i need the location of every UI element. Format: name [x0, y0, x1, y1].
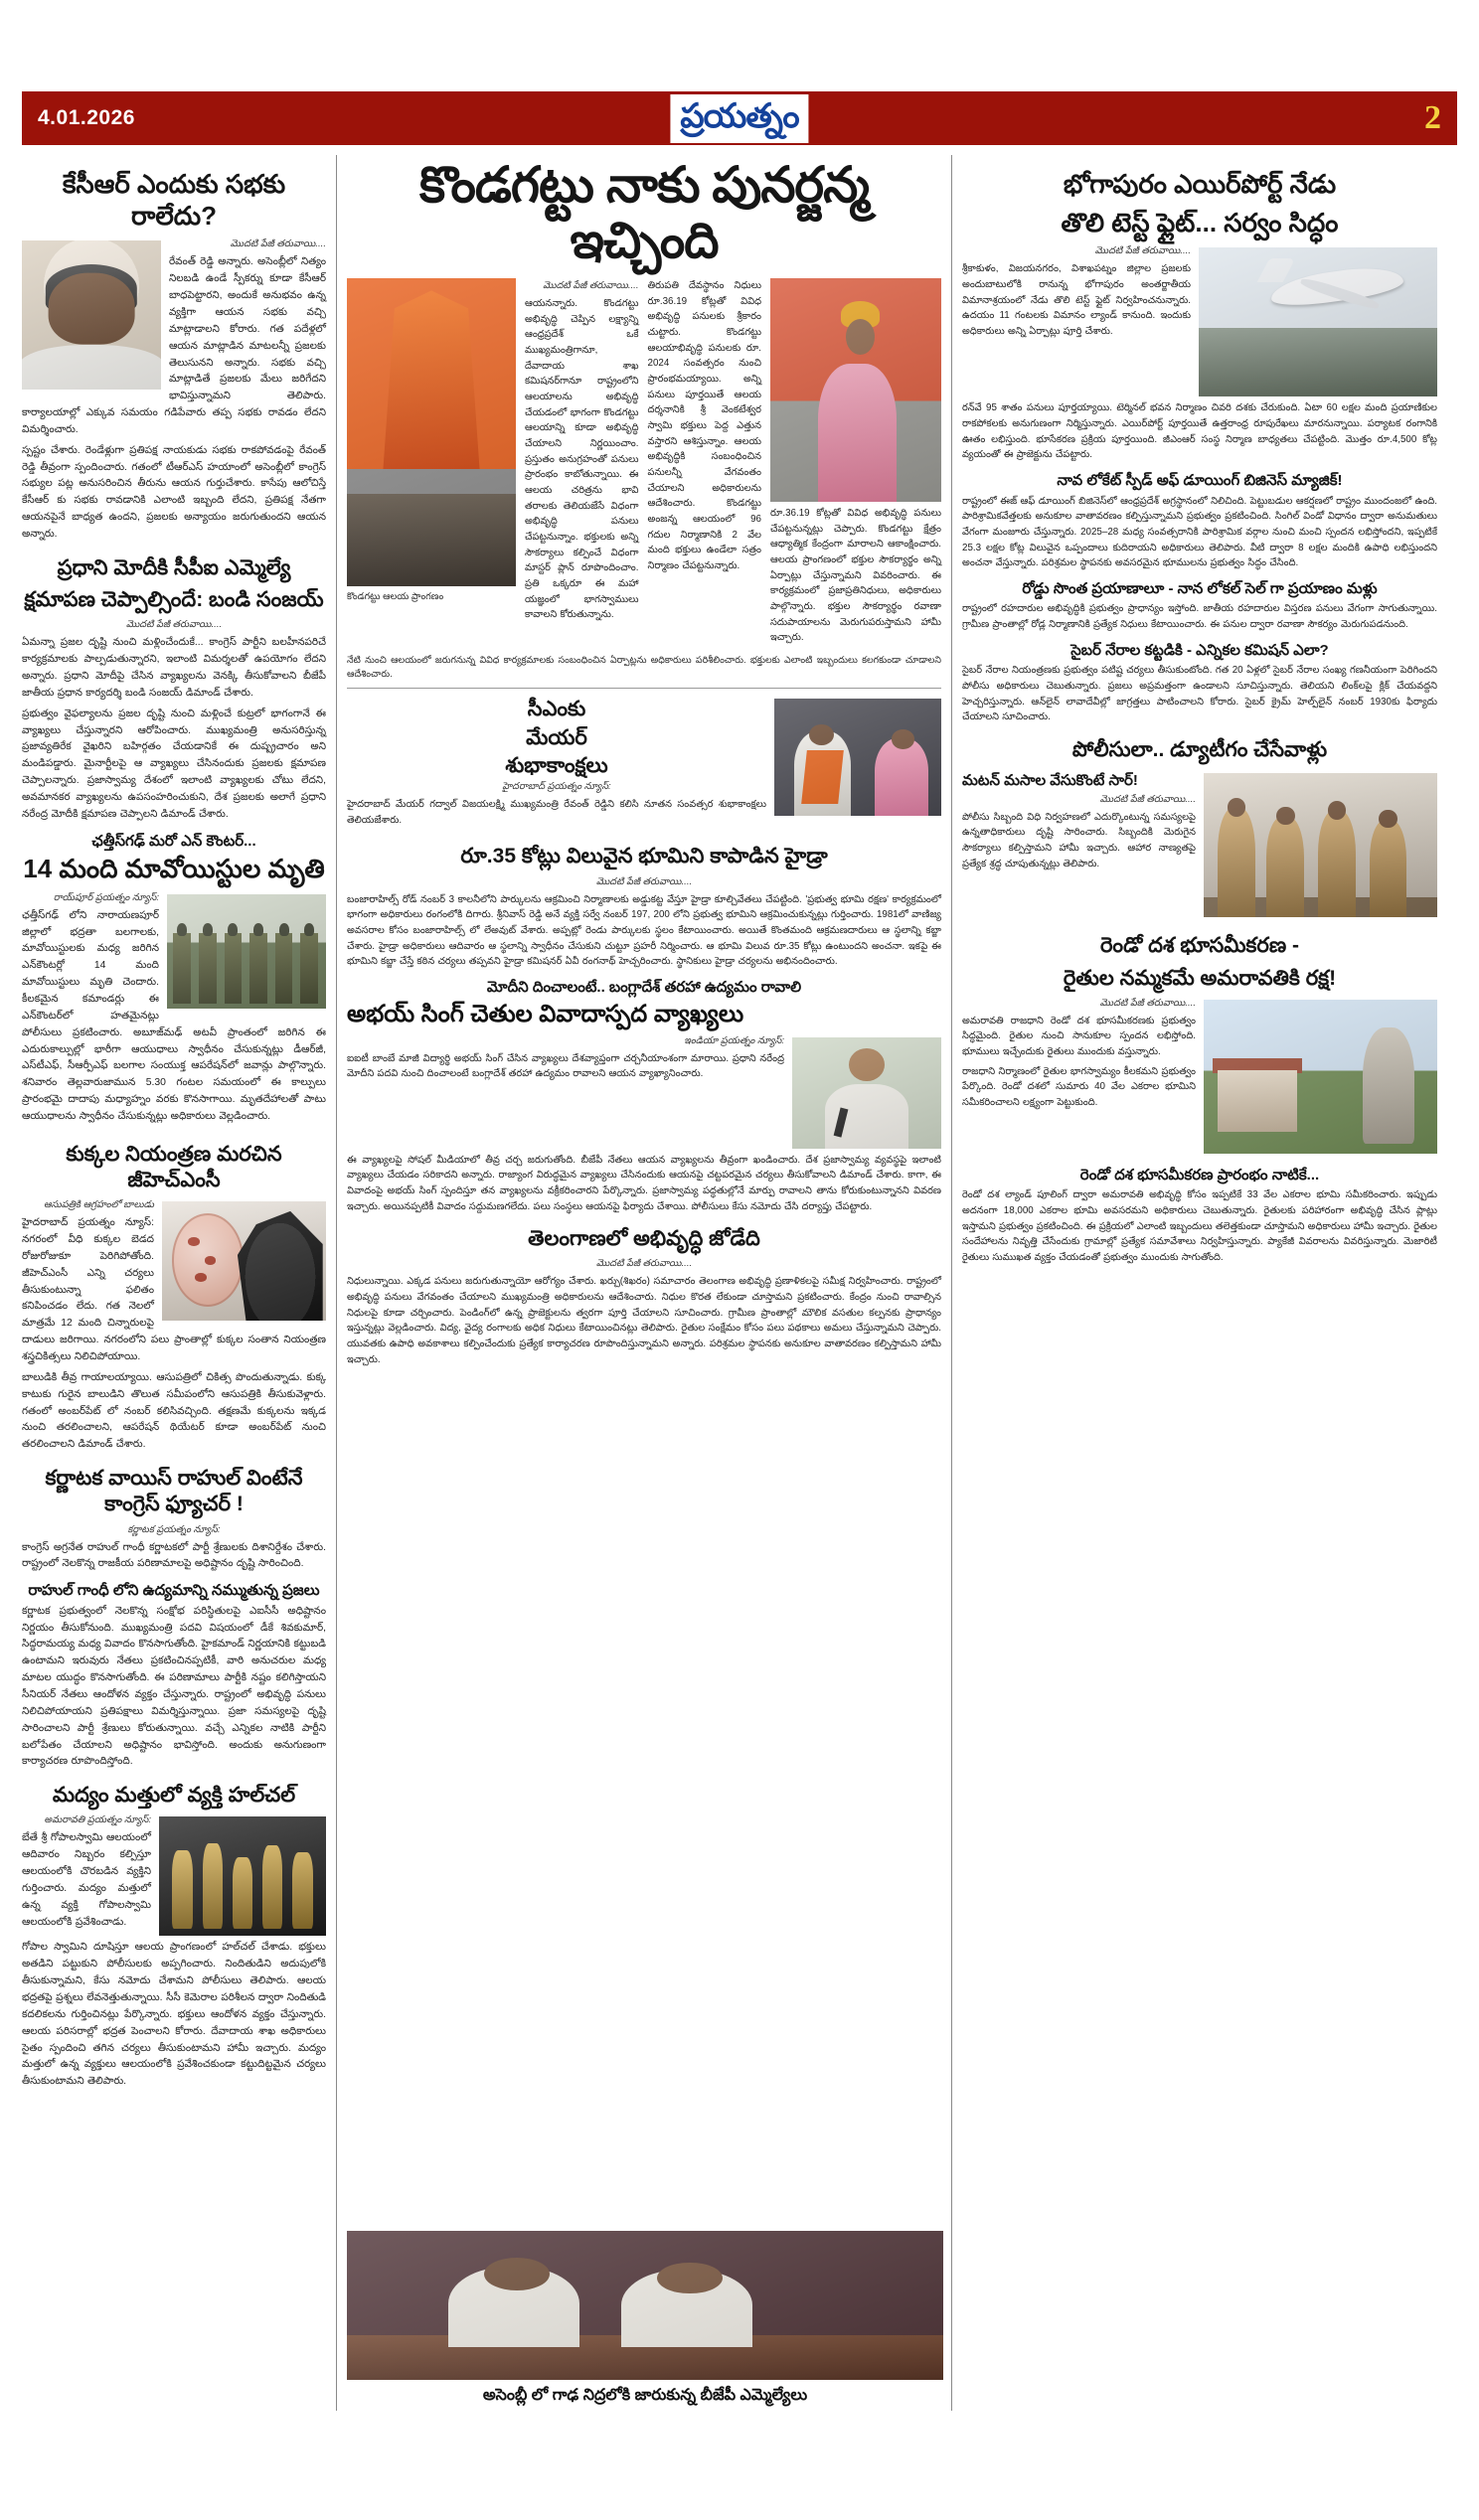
photo-dog-bite — [162, 1201, 326, 1321]
body-hydra: బంజారాహిల్స్ రోడ్ నంబర్ 3 కాలనీలోని పార్కులను ఆక్రమించి నిర్మాణాలకు అడ్డుకట్ట వేస్తూ హైడ్రా కూల్చివేతలు చేపట్టింది. 'ప్రభుత్వ భూమి రక్షణ' కార్యక్రమంలో భాగంగా అధికారులు రంగంలోకి దిగారు. శ్రీనివాస్ రెడ్డి అనే వ్యక్తి సర్వే నంబర్ 197, 200 లోని ప్రభుత్వ భూమిని ఆక్రమించుకున్నట్లు గుర్తించారు. 1981లో వాణిజ్య అవసరాల కోసం బంజారాహిల్స్ లో లేఅవుట్ వేశారు. అప్పట్లో రెండు పార్కులకు స్థలం కేటాయించారు. అయితే కొంతమంది ఆక్రమణదారులు ఆ స్థలాన్ని కబ్జా చేశారు. హైడ్రా అధికారులు ఆదివారం ఆ స్థలాన్ని స్వాధీనం చేసుకుని చుట్టూ ప్రహరీ నిర్మించారు. ఆ భూమి విలువ రూ.35 కోట్లు ఉంటుందని అంచనా. ఇకపై ఈ భూమిని కబ్జా చేస్తే కఠిన చర్యలు తప్పవని హైడ్రా కమిషనర్ ఏవీ రంగనాథ్ హెచ్చరించారు. స్థానికులు హైడ్రా చర్యలను అభినందించారు. — [347, 893, 941, 968]
left-column — [22, 155, 336, 2411]
newspaper-logo: ప్రయత్నం — [670, 94, 808, 143]
photo-revanth-reddy — [22, 240, 161, 390]
body-police: పోలీసు సిబ్బంది విధి నిర్వహణలో ఎదుర్కొంటున్న సమస్యలపై ఉన్నతాధికారులు దృష్టి సారించారు. సిబ్బందికి మెరుగైన సౌకర్యాలు కల్పిస్తామని హామీ ఇచ్చారు. ఆహార నాణ్యతపై ప్రత్యేక శ్రద్ధ చూపుతున్నట్లు తెలిపారు. — [962, 811, 1196, 869]
byline-police: మొదటి పేజీ తరువాయి.... — [1099, 793, 1196, 805]
body-amaravati-phase2: రెండో దశ ల్యాండ్ పూలింగ్ ద్వారా అమరావతి అభివృద్ధి కోసం ఇప్పటికే 33 వేల ఎకరాల భూమి సమీకరించారు. ఇప్పుడు అదనంగా 18,000 ఎకరాల భూమి అవసరమని అధికారులు చెబుతున్నారు. రైతులకు పరిహారంగా అభివృద్ధి చేసిన ప్లాట్లు ఇస్తామని ప్రభుత్వం ప్రకటించింది. ఈ ప్రక్రియలో ఎలాంటి ఇబ్బందులు తలెత్తకుండా చూస్తామని అధికారులు హామీ ఇచ్చారు. రైతుల సందేహాలను నివృత్తి చేసేందుకు గ్రామాల్లో ప్రత్యేక సమావేశాలు నిర్వహిస్తున్నారు. ప్యాకేజీ వివరాలను వివరిస్తున్నారు. మెజారిటీ రైతులు సుముఖత వ్యక్తం చేయడంతో ప్రభుత్వం ముందుకు సాగుతోంది. — [962, 1189, 1437, 1263]
body-amaravati-2: రాజధాని నిర్మాణంలో రైతుల భాగస్వామ్యం కీలకమని ప్రభుత్వం పేర్కొంది. రెండో దశలో సుమారు 40 వేల ఎకరాల భూమిని సమీకరించాలని లక్ష్యంగా పెట్టుకుంది. — [962, 1065, 1196, 1109]
body-maoists: ఛత్తీస్‌గఢ్ లోని నారాయణపూర్ జిల్లాలో భద్రతా బలగాలకు, మావోయిస్టులకు మధ్య జరిగిన ఎన్‌కౌంటర్లో 14 మంది మావోయిస్టులు మృతి చెందారు. కీలకమైన కమాండర్లు ఈ ఎన్‌కౌంటర్‌లో హతమైనట్లు పోలీసులు ప్రకటించారు. అబూజ్‌మఢ్ అటవీ ప్రాంతంలో జరిగిన ఈ ఎదురుకాల్పుల్లో భారీగా ఆయుధాలు స్వాధీనం చేసుకున్నట్లు డీఆర్‌జీ, ఎస్‌టీఎఫ్, సీఆర్పీఎఫ్ బలగాల సంయుక్త ఆపరేషన్‌లో జవాన్లు పాల్గొన్నారు. శనివారం తెల్లవారుజామున 5.30 గంటల సమయంలో ఈ కాల్పులు ప్రారంభమై దాదాపు మధ్యాహ్నం వరకు కొనసాగాయి. మృతదేహాలతో పాటు ఆయుధాలను స్వాధీనం చేసుకున్నట్లు అధికారులు వెల్లడించారు. — [22, 909, 326, 1122]
body-kondagattu-1: ఆయనన్నారు. కొండగట్టు అభివృద్ధి చెప్పిన లక్ష్యాన్ని ఆంధ్రప్రదేశ్ ఒకే ముఖ్యమంత్రిగానూ, దేవాదాయ శాఖ కమిషనర్‌గానూ రాష్ట్రంలోని ఆలయాలను అభివృద్ధి చేయడంలో భాగంగా కొండగట్టు ఆలయాన్ని కూడా అభివృద్ధి చేయాలని నిర్ణయించాం. ప్రస్తుతం అనుగ్రహంతో పనులు ప్రారంభం కాబోతున్నాయి. ఈ ఆలయ చరిత్రను భావి తరాలకు తెలియజేసే విధంగా అభివృద్ధి పనులు చేపట్టనున్నాం. భక్తులకు అన్ని సౌకర్యాలు కల్పించే విధంగా మాస్టర్ ప్లాన్ రూపొందించాం. ప్రతి ఒక్కరూ ఈ మహా యజ్ఞంలో భాగస్వాములు కావాలని కోరుతున్నాను. — [525, 298, 639, 621]
body-cyber: సైబర్ నేరాల నియంత్రణకు ప్రభుత్వం పటిష్ట చర్యలు తీసుకుంటోంది. గత 20 ఏళ్లలో సైబర్ నేరాల సంఖ్య గణనీయంగా పెరిగిందని పోలీసు అధికారులు చెబుతున్నారు. ప్రజలు అప్రమత్తంగా ఉండాలని సూచిస్తున్నారు. తెలియని లింక్‌లపై క్లిక్ చేయవద్దని హెచ్చరిస్తున్నారు. ఆన్‌లైన్ లావాదేవీల్లో జాగ్రత్తలు పాటించాలని కోరారు. సైబర్ క్రైమ్ హెల్ప్‌లైన్ నంబర్ 1930కు ఫిర్యాదు చేయాలని సూచించారు. — [962, 665, 1437, 723]
article-bandi-sanjay — [22, 555, 326, 824]
body-karnataka-1: కాంగ్రెస్ అగ్రనేత రాహుల్ గాంధీ కర్ణాటకలో పార్టీ శ్రేణులకు దిశానిర్దేశం చేశారు. రాష్ట్రంలో నెలకొన్న రాజకీయ పరిణామాలపై అధిష్టానం దృష్టి సారించింది. — [22, 1541, 326, 1570]
subhead-amaravati-phase2: రెండో దశ భూసమీకరణ ప్రారంభం నాటికే... — [1079, 1166, 1320, 1183]
assembly-photo-block — [347, 2231, 943, 2411]
body-ghmc-2: బాలుడికి తీవ్ర గాయాలయ్యాయి. ఆసుపత్రిలో చికిత్స పొందుతున్నాడు. కుక్క కాటుకు గురైన బాలుడిని తొలుత సమీపంలోని ఆసుపత్రికి తీసుకువెళ్లారు. గతంలో అంబర్‌పేట్ లో నంబర్ కలిసివచ్చింది. తక్షణమే కుక్కలను ఇక్కడ నుంచి తరలించాలని, ఆపరేషన్ థియేటర్ కూడా అంబర్‌పేట్ నుంచి తరలించాలని డిమాండ్ చేశారు. — [22, 1371, 326, 1451]
photo-liquor-bottles — [159, 1816, 326, 1936]
byline-hydra: మొదటి పేజీ తరువాయి.... — [595, 875, 693, 887]
byline-ghmc: ఆసుపత్రికి ఆగ్రహంలో బాలుడు — [44, 1199, 154, 1211]
photo-cm-mayor — [774, 699, 941, 816]
body-cm-mayor: హైదరాబాద్ మేయర్ గద్వాల్ విజయలక్ష్మి ముఖ్యమంత్రి రేవంత్ రెడ్డిని కలిసి నూతన సంవత్సర శుభాకాంక్షలు తెలియజేశారు. — [347, 799, 766, 826]
byline-karnataka: కర్ణాటక ప్రయత్నం న్యూస్: — [127, 1523, 221, 1535]
body-roads: రాష్ట్రంలో రహదారుల అభివృద్ధికి ప్రభుత్వం ప్రాధాన్యం ఇస్తోంది. జాతీయ రహదారుల విస్తరణ పనులు వేగంగా సాగుతున్నాయి. గ్రామీణ ప్రాంతాల్లో రోడ్ల నిర్మాణానికి ప్రత్యేక నిధులు కేటాయించారు. ఈ పనుల ద్వారా రవాణా సౌకర్యం మెరుగుపడనుంది. — [962, 603, 1437, 631]
headline-modi-cpi-line2: క్షమాపణ చెప్పాల్సిందే: బండి సంజయ్ — [24, 588, 324, 612]
headline-karnataka: కర్ణాటక వాయిస్ రాహుల్ వింటేనే కాంగ్రెస్ ఫ్యూచర్ ! — [45, 1467, 303, 1516]
photo-airport-plane — [1199, 247, 1437, 396]
article-liquor-temple — [22, 1783, 326, 2091]
headline-cm-mayor-3: శుభాకాంక్షలు — [505, 753, 608, 777]
kondagattu-layout — [347, 278, 941, 650]
headline-kondagattu: కొండగట్టు నాకు పునర్జన్మ ఇచ్చింది — [419, 157, 869, 268]
article-ghmc-dogs — [22, 1142, 326, 1454]
byline-kondagattu: మొదటి పేజీ తరువాయి.... — [543, 280, 639, 291]
body-karnataka-2: కర్ణాటక ప్రభుత్వంలో నెలకొన్న సంక్షోభ పరిస్థితులపై ఎఐసీసీ అధిష్టానం నిర్ణయం తీసుకోనుంది. ముఖ్యమంత్రి పదవి విషయంలో డీకే శివకుమార్, సిద్ధరామయ్య మధ్య వివాదం కొనసాగుతోంది. హైకమాండ్ నిర్ణయానికి కట్టుబడి ఉంటామని ఇరువురు నేతలు ప్రకటించినప్పటికీ, వారి అనుచరుల మధ్య మాటల యుద్ధం కొనసాగుతోంది. ఈ పరిణామాలు పార్టీకి నష్టం కలిగిస్తాయని సీనియర్ నేతలు ఆందోళన వ్యక్తం చేస్తున్నారు. రాష్ట్రంలో అభివృద్ధి పనులు నిలిచిపోయాయని ప్రతిపక్షాలు విమర్శిస్తున్నాయి. ప్రజా సమస్యలపై దృష్టి సారించాలని పార్టీ శ్రేణులు కోరుతున్నాయి. వచ్చే ఎన్నికల నాటికి పార్టీని బలోపేతం చేయాలని అధిష్టానం భావిస్తోంది. అందుకు అనుగుణంగా కార్యాచరణ రూపొందిస్తోంది. — [22, 1605, 326, 1768]
article-maoist-encounter — [22, 832, 326, 1130]
newspaper-page — [0, 91, 1479, 2520]
headline-ghmc-dogs: కుక్కల నియంత్రణ మరచిన జీహెచ్ఎంసీ — [66, 1142, 282, 1191]
byline-airport: మొదటి పేజీ తరువాయి.... — [1094, 245, 1191, 257]
body-abhay-1: ఐఐటీ బాంబే మాజీ విద్యార్థి అభయ్ సింగ్ చేసిన వ్యాఖ్యలు దేశవ్యాప్తంగా చర్చనీయాంశంగా మారాయి. ప్రధాని నరేంద్ర మోదీని పదవి నుంచి దించాలంటే బంగ్లాదేశ్ తరహా ఉద్యమం రావాలని ఆయన వ్యాఖ్యానించారు. — [347, 1052, 784, 1080]
byline-abhay: ఇండియా ప్రయత్నం న్యూస్: — [684, 1034, 784, 1046]
body-bandi-2: ప్రభుత్వం వైఫల్యాలను ప్రజల దృష్టి నుంచి మళ్లించే కుట్రలో భాగంగానే ఈ వ్యాఖ్యలు చేస్తున్నారని ఆరోపించారు. ముఖ్యమంత్రి అనుసరిస్తున్న ప్రజావ్యతిరేక వైఖరిని బహిర్గతం చేయడానికే ఈ దుష్ప్రచారం అని మండిపడ్డారు. మైనార్టీలపై ఆ వ్యాఖ్యలు చేసినందుకు ప్రజలకు క్షమాపణ చెప్పాలన్నారు. ప్రజాస్వామ్య దేశంలో ఇలాంటి వ్యాఖ్యలకు చోటు లేదని, అవమానకర వ్యాఖ్యలను ఉపసంహరించుకుని, దేశ ప్రజలకు అలాగే ప్రధాని నరేంద్ర మోదీకి క్షమాపణ చెప్పాలని డిమాండ్ చేశారు. — [22, 708, 326, 820]
headline-airport-1: భోగాపురం ఎయిర్‌పోర్ట్ నేడు — [1063, 169, 1337, 199]
page-grid — [22, 155, 1457, 2411]
subhead-police-mutton: మటన్ మసాల వేసుకొంటే సార్! — [962, 772, 1138, 790]
body-kcr-1: రేవంత్ రెడ్డి అన్నారు. అసెంబ్లీలో నిత్యం నిలబడి ఉండే స్పీకర్ను కూడా కేసీఆర్ బాధపెట్టారని, అందుకే అనుభవం ఉన్న వ్యక్తిగా ఆయన సభకు వచ్చి మాట్లాడాలని కోరారు. గత పదేళ్లలో ఆయన మాట్లాడిన మాటలన్నీ ప్రజలకు తెలుసునని అన్నారు. సభకు వచ్చి మాట్లాడితే ప్రజలకు మేలు జరిగేదని భావిస్తున్నామని తెలిపారు. కార్యాలయాల్లో ఎక్కువ సమయం గడిపేవారు తప్ప సభకు రావడం లేదని విమర్శించారు. — [22, 256, 326, 435]
article-amaravati-land — [962, 933, 1437, 1265]
caption-assembly: అసెంబ్లీ లో గాఢ నిద్రలోకి జారుకున్న బీజేపీ ఎమ్మెల్యేలు — [482, 2387, 808, 2405]
headline-kcr: కేసీఆర్ ఎందుకు సభకు రాలేదు? — [62, 169, 286, 231]
body-bandi-1: ఏమన్నా ప్రజల దృష్టి నుంచి మళ్లించేందుకే... కాంగ్రెస్ పార్టీని బలహీనపరిచే కార్యక్రమాలకు పాల్పడుతున్నారని, ఇలాంటి విమర్శలతో ఉపయోగం లేదని అన్నారు. ప్రధాని మోదీపై చేసిన వ్యాఖ్యలను వెనక్కి తీసుకోవాలని బీజేపీ జాతీయ ప్రధాన కార్యదర్శి బండి సంజయ్ డిమాండ్ చేశారు. — [22, 637, 326, 699]
article-telangana-development — [347, 1226, 941, 1367]
body-airport-2: రన్‌వే 95 శాతం పనులు పూర్తయ్యాయి. టెర్మినల్ భవన నిర్మాణం చివరి దశకు చేరుకుంది. ఏటా 60 లక్షల మంది ప్రయాణికుల రాకపోకలకు అనుగుణంగా నిర్మిస్తున్నారు. ఎయిర్‌పోర్ట్ పూర్తయితే ఉత్తరాంధ్ర రూపురేఖలు మారనున్నాయి. పర్యాటక రంగానికి ఊతం లభిస్తుంది. భూసేకరణ ప్రక్రియ పూర్తయింది. జీఎంఆర్ సంస్థ నిర్మాణ బాధ్యతలు చేపట్టింది. మొత్తం రూ.4,500 కోట్ల వ్యయంతో ఈ ప్రాజెక్టును చేపట్టారు. — [962, 402, 1437, 461]
photo-security-forces — [167, 894, 326, 1009]
article-kcr-assembly — [22, 169, 326, 544]
headline-airport-2: తొలి టెస్ట్ ఫ్లైట్... సర్వం సిద్ధం — [1061, 207, 1339, 237]
headline-telangana-dev: తెలంగాణలో అభివృద్ధి జోడేది — [528, 1227, 760, 1251]
body-liquor-1: బేతే శ్రీ గోపాలస్వామి ఆలయంలో ఆదివారం నిబ్బరం కల్పిస్తూ ఆలయంలోకి చొరబడిన వ్యక్తిని గుర్తించారు. మద్యం మత్తులో ఉన్న వ్యక్తి గోపాలస్వామి ఆలయంలోకి ప్రవేశించాడు. — [22, 1832, 151, 1928]
body-kondagattu-2: తిరుపతి దేవస్థానం నిధులు రూ.36.19 కోట్లతో వివిధ అభివృద్ధి పనులకు శ్రీకారం చుట్టారు. కొండగట్టు ఆలయాభివృద్ధి పనులకు రూ. 2024 సంవత్సరం నుంచి ప్రారంభమయ్యాయి. అన్ని పనులు పూర్తయితే ఆలయ దర్శనానికి శ్రీ వెంకటేశ్వర స్వామి భక్తులు పెద్ద ఎత్తున వస్తారని ఆశిస్తున్నాం. ఆలయ అభివృద్ధికి సంబంధించిన పనులన్నీ వేగవంతం చేయాలని అధికారులను ఆదేశించారు. కొండగట్టు అంజన్న ఆలయంలో 96 గదుల నిర్మాణానికి 2 వేల మంది భక్తులు ఉండేలా సత్రం నిర్మాణం చేపట్టనున్నారు. — [647, 280, 761, 572]
subhead-ease-business: నావ లోకేట్ స్పీడ్ అఫ్ డూయింగ్ బిజినెస్ మ్యాజిక్! — [1057, 472, 1343, 490]
photo-kondagattu-temple — [347, 278, 516, 586]
headline-cm-mayor-2: మేయర్ — [526, 725, 587, 749]
masthead-bar — [22, 91, 1457, 145]
headline-amaravati-2: రైతుల నమ్మకమే అమరావతికి రక్ష! — [1063, 966, 1337, 990]
photo-police-meal — [1204, 773, 1437, 917]
byline-amaravati: మొదటి పేజీ తరువాయి.... — [1099, 997, 1196, 1009]
caption-kondagattu-bottom: నేటి నుంచి ఆలయంలో జరుగనున్న వివిధ కార్యక్రమాలకు సంబంధించిన ఏర్పాట్లను అధికారులు పరిశీలించారు. భక్తులకు ఎలాంటి ఇబ్బందులు కలగకుండా చూడాలని ఆదేశించారు. — [347, 654, 941, 679]
headline-modi-cpi-line1: ప్రధాని మోదీకి సీపీఐ ఎమ్మెల్యే — [57, 555, 291, 579]
subhead-roads: రోడ్డు సొంత ప్రయాణాలూ - నాన లోకల్ సెల్ గా ప్రయాణం మళ్లు — [1022, 579, 1378, 597]
article-karnataka-rahul — [22, 1466, 326, 1771]
article-abhay-singh — [347, 978, 941, 1214]
kicker-chhattisgarh: ఛత్తీస్‌గఢ్ మరో ఎన్ కౌంటర్... — [91, 832, 256, 850]
body-liquor-2: గోపాల స్వామిని దూషిస్తూ ఆలయ ప్రాంగణంలో హల్‌చల్ చేశాడు. భక్తులు అతడిని పట్టుకుని పోలీసులకు అప్పగించారు. నిందితుడిని అదుపులోకి తీసుకున్నామని, కేసు నమోదు చేశామని పోలీసులు తెలిపారు. ఆలయ భద్రతపై ప్రశ్నలు లేవనెత్తుతున్నాయి. సీసీ కెమెరాల పరిశీలన ద్వారా నిందితుడి కదలికలను గుర్తించినట్లు పేర్కొన్నారు. భక్తులు ఆందోళన వ్యక్తం చేస్తున్నారు. ఆలయ పరిసరాల్లో భద్రత పెంచాలని కోరారు. దేవాదాయ శాఖ అధికారులు సైతం స్పందించి తగిన చర్యలు తీసుకుంటామని హామీ ఇచ్చారు. మద్యం మత్తులో ఉన్న వ్యక్తులు ఆలయంలోకి ప్రవేశించకుండా కట్టుదిట్టమైన చర్యలు తీసుకుంటామని తెలిపారు. — [22, 1942, 326, 2088]
photo-abhay-singh — [792, 1037, 941, 1149]
article-bhogapuram-airport — [962, 169, 1437, 725]
photo-assembly-mlas — [347, 2231, 943, 2380]
body-abhay-2: ఈ వ్యాఖ్యలపై సోషల్ మీడియాలో తీవ్ర చర్చ జరుగుతోంది. బీజేపీ నేతలు ఆయన వ్యాఖ్యలను తీవ్రంగా ఖండించారు. దేశ ప్రజాస్వామ్య వ్యవస్థపై ఇలాంటి వ్యాఖ్యలు చేయడం సరికాదని అన్నారు. రాజ్యాంగ విరుద్ధమైన వ్యాఖ్యలు చేసినందుకు ఆయనపై చట్టపరమైన చర్యలు తీసుకోవాలని డిమాండ్ చేశారు. కాగా, ఈ వివాదంపై అభయ్ సింగ్ స్పందిస్తూ తన వ్యాఖ్యలను వక్రీకరించారని పేర్కొన్నారు. ప్రజాస్వామ్య పద్ధతుల్లోనే మార్పు రావాలని తాను కోరుకుంటున్నానని వివరణ ఇచ్చారు. అయినప్పటికీ వివాదం సద్దుమణగలేదు. పలు సంస్థలు ఆయనపై ఫిర్యాదు చేశాయి. పోలీసులు కేసు నమోదు చేసి దర్యాప్తు చేపట్టారు. — [347, 1154, 941, 1212]
article-hydra-land — [347, 844, 941, 970]
headline-maoists: 14 మంది మావోయిస్టుల మృతి — [23, 854, 325, 884]
subhead-cyber: సైబర్ నేరాల కట్టడికి - ఎన్నికల కమిషన్ ఎలా? — [1070, 641, 1329, 659]
headline-police: పోలీసులా.. డ్యూటీగం చేసేవాళ్లు — [1071, 738, 1328, 762]
headline-cm-mayor-1: సీఎంకు — [527, 698, 586, 721]
subhead-karnataka: రాహుల్ గాంధీ లోని ఉద్యమాన్ని నమ్ముతున్న ప్రజలు — [28, 1582, 320, 1600]
body-telangana-dev: నిధులున్నాయి. ఎక్కడ పనులు జరుగుతున్నాయో ఆరోగ్యం చేశారు. ఖర్చు(శిఖరం) సమాచారం తెలంగాణ అభివృద్ధి ప్రణాళికలపై సమీక్ష నిర్వహించారు. రాష్ట్రంలో అభివృద్ధి పనులు వేగవంతం చేయాలని ముఖ్యమంత్రి అధికారులను ఆదేశించారు. నిధుల కొరత లేకుండా చూస్తామని ప్రకటించారు. కేంద్రం నుంచి రావాల్సిన నిధులపై కూడా చర్చించారు. పెండింగ్‌లో ఉన్న ప్రాజెక్టులను త్వరగా పూర్తి చేయాలని సూచించారు. గ్రామీణ ప్రాంతాల్లో మౌలిక వసతుల కల్పనకు ప్రాధాన్యం ఇస్తున్నట్లు వెల్లడించారు. విద్య, వైద్య రంగాలకు అధిక నిధులు కేటాయించినట్లు తెలిపారు. రైతుల సంక్షేమం కోసం పలు పథకాలు అమలు చేస్తున్నామని చెప్పారు. యువతకు ఉపాధి అవకాశాలు కల్పించేందుకు ప్రత్యేక కార్యాచరణ రూపొందిస్తున్నామని అన్నారు. పరిశ్రమల స్థాపనకు అనుకూల వాతావరణం కల్పిస్తామని హామీ ఇచ్చారు. — [347, 1276, 941, 1365]
center-lower — [347, 697, 941, 1371]
body-ghmc-1: హైదరాబాద్ ప్రయత్నం న్యూస్: నగరంలో వీధి కుక్కల బెడద రోజురోజుకూ పెరిగిపోతోంది. జీహెచ్ఎంసీ ఎన్ని చర్యలు తీసుకుంటున్నా ఫలితం కనిపించడం లేదు. గత నెలలో మాత్రమే 12 మంది చిన్నారులపై దాడులు జరిగాయి. నగరంలోని పలు ప్రాంతాల్లో కుక్కల సంతాన నియంత్రణ శస్త్రచికిత్సలు నిలిచిపోయాయి. — [22, 1217, 326, 1362]
article-police-duty — [962, 737, 1437, 921]
body-ease-business: రాష్ట్రంలో ఈజ్ ఆఫ్ డూయింగ్ బిజినెస్‌లో ఆంధ్రప్రదేశ్ అగ్రస్థానంలో నిలిచింది. పెట్టుబడుల ఆకర్షణలో రాష్ట్రం ముందంజలో ఉంది. పారిశ్రామికవేత్తలకు అనుకూల వాతావరణం కల్పిస్తున్నామని ప్రభుత్వం ప్రకటించింది. సింగిల్ విండో విధానం ద్వారా అనుమతులు వేగంగా మంజూరు చేస్తున్నారు. 2025–28 మధ్య సంవత్సరానికి పారిశ్రామిక వర్గాల నుంచి మంచి స్పందన లభిస్తోందని, ఇప్పటికే 25.3 లక్షల కోట్ల విలువైన ఒప్పందాలు కుదిరాయని అధికారులు తెలిపారు. వీటి ద్వారా 8 లక్షల మందికి ఉపాధి లభిస్తుందని అంచనా వేస్తున్నారు. పరిశ్రమల స్థాపనకు అవసరమైన భూములను ప్రభుత్వం సిద్ధం చేసింది. — [962, 495, 1437, 569]
page-number: 2 — [1424, 99, 1441, 136]
center-column — [336, 155, 952, 2411]
photo-swami-devotee — [770, 278, 941, 502]
headline-amaravati-1: రెండో దశ భూసమీకరణ - — [1099, 934, 1300, 958]
photo-amaravati-statue — [1204, 1000, 1437, 1154]
headline-abhay: అభయ్ సింగ్ చెతుల వివాదాస్పద వ్యాఖ్యలు — [347, 1000, 744, 1027]
caption-temple: కొండగట్టు ఆలయ ప్రాంగణం — [347, 590, 444, 601]
body-kondagattu-3: రూ.36.19 కోట్లతో వివిధ అభివృద్ధి పనులు చేపట్టనున్నట్లు చెప్పారు. కొండగట్టు క్షేత్రం ఆధ్యాత్మిక కేంద్రంగా మారాలని ఆకాంక్షించారు. ఆలయ ప్రాంగణంలో భక్తుల సౌకర్యార్థం అన్ని ఏర్పాట్లు చేస్తున్నామని వివరించారు. ఈ కార్యక్రమంలో ప్రజాప్రతినిధులు, అధికారులు పాల్గొన్నారు. భక్తుల సౌకర్యార్థం రవాణా సదుపాయాలను మెరుగుపరుస్తామని హామీ ఇచ్చారు. — [770, 508, 941, 644]
byline-kcr: మొదటి పేజీ తరువాయి.... — [230, 238, 326, 250]
body-airport-1: శ్రీకాకుళం, విజయనగరం, విశాఖపట్నం జిల్లాల ప్రజలకు అందుబాటులోకి రానున్న భోగాపురం అంతర్జాతీయ విమానాశ్రయంలో నేడు తొలి టెస్ట్ ఫ్లైట్ నిర్వహించనున్నారు. ఉదయం 11 గంటలకు విమానం ల్యాండ్ కానుంది. ఇందుకు అధికారులు అన్ని ఏర్పాట్లు పూర్తి చేశారు. — [962, 263, 1191, 338]
right-column — [952, 155, 1437, 2411]
headline-hydra: రూ.35 కోట్లు విలువైన భూమిని కాపాడిన హైడ్రా — [460, 845, 828, 868]
byline-raipur: రాయ్‌పూర్ ప్రయత్నం న్యూస్: — [53, 891, 159, 903]
kicker-abhay: మోదీని దించాలంటే.. బంగ్లాదేశ్ తరహా ఉద్యమం రావాలి — [486, 979, 802, 996]
body-kcr-2: స్పష్టం చేశారు. రెండేళ్లుగా ప్రతిపక్ష నాయకుడు సభకు రాకపోవడంపై రేవంత్ రెడ్డి తీవ్రంగా స్పందించారు. గతంలో టీఆర్ఎస్ హయాంలో అసెంబ్లీలో కాంగ్రెస్ సభ్యుల పట్ల అనుసరించిన తీరును ఆయన గుర్తుచేశారు. కాసేపు ఆలోచిస్తే కేసీఆర్ కు సభకు రావడానికి ఎలాంటి ఇబ్బంది లేదని, ప్రతిపక్ష నేతగా ఆయనపైనే బాధ్యత ఉందని, ప్రజలకు అన్యాయం జరుగుతుందని ఆయన అన్నారు. — [22, 444, 326, 540]
byline-cm-mayor: హైదరాబాద్ ప్రయత్నం న్యూస్: — [502, 781, 611, 793]
article-cm-mayor — [347, 697, 941, 832]
body-amaravati-1: అమరావతి రాజధాని రెండో దశ భూసమీకరణకు ప్రభుత్వం సిద్ధమైంది. రైతుల నుంచి సానుకూల స్పందన లభిస్తోంది. భూములు ఇచ్చేందుకు రైతులు ముందుకు వస్తున్నారు. — [962, 1015, 1196, 1058]
byline-amaravati-liquor: అమరావతి ప్రయత్నం న్యూస్: — [44, 1814, 151, 1826]
byline-bandi: మొదటి పేజీ తరువాయి.... — [125, 619, 223, 631]
publication-date: 4.01.2026 — [38, 106, 135, 129]
byline-telangana-dev: మొదటి పేజీ తరువాయి.... — [595, 1258, 693, 1270]
headline-liquor: మద్యం మత్తులో వ్యక్తి హల్‌చల్ — [52, 1784, 296, 1808]
